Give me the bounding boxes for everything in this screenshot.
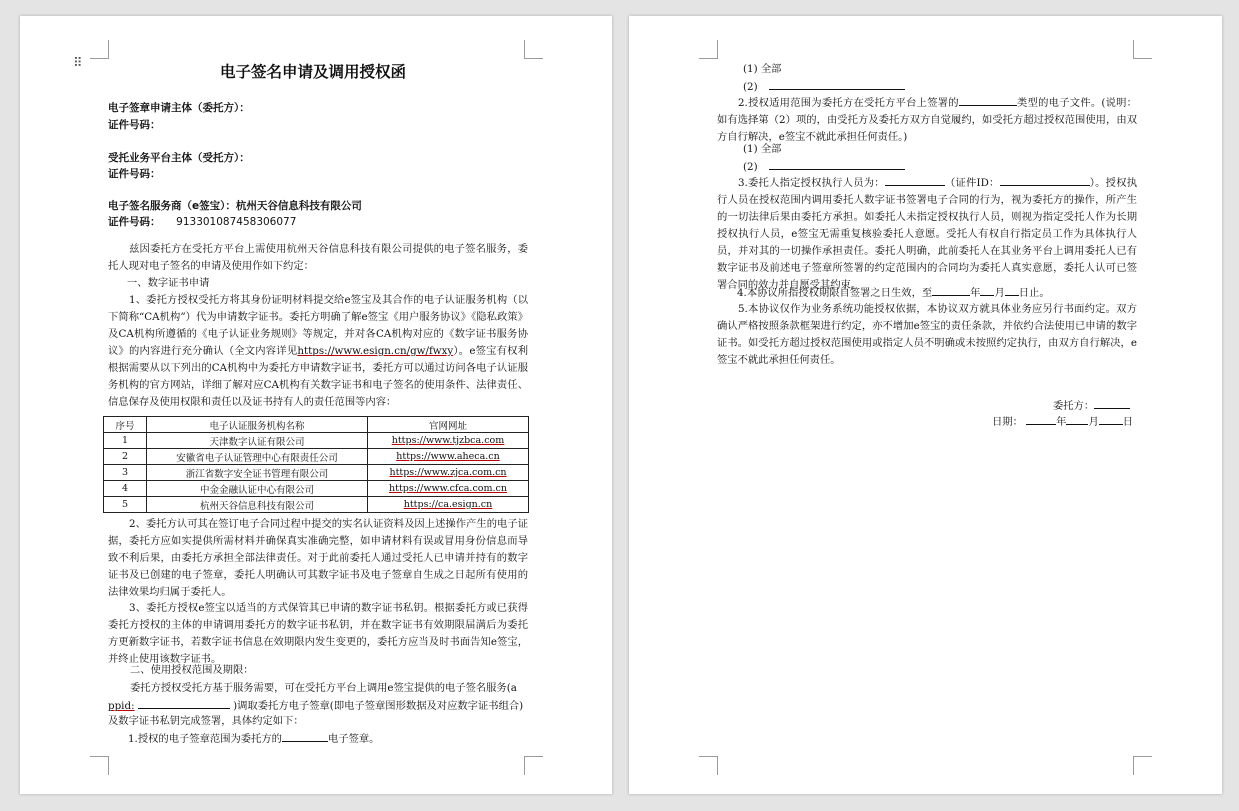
provider-line [108,198,362,213]
table-row [104,465,529,481]
appid-blank[interactable] [138,697,230,709]
col-header-name: 电子认证服务机构名称 [147,417,368,433]
margin-corner-mark [1133,756,1152,775]
col-header-url: 官网网址 [368,417,529,433]
platform-id-label: 证件号码： [108,168,161,180]
margin-corner-mark [90,756,109,775]
drag-handle-icon[interactable]: ⠿ [73,56,84,71]
paragraph-4-line-1: 委托方授权受托方基于服务需要，可在受托方平台上调用e签宝提供的电子签名服务(a [130,682,517,694]
custom-scope-blank-1[interactable] [769,78,905,90]
date-month-blank[interactable] [1066,413,1088,425]
table-row [104,497,529,513]
section-2-heading: 二、使用授权范围及期限： [130,664,254,676]
table-cell: 4 [104,481,147,497]
paragraph-2: 2、委托方认可其在签订电子合同过程中提交的实名认证资料及因上述操作产生的电子证据，委托方应如实提供所需材料并确保真实准确完整，如申请材料有误或冒用身份信息而导致不利后果，由委托方承担全部法律责任。对于此前委托人通过受托人已申请并持有的数字证书及已创建的电子签章，委托人明确认可其数字证书及电子签章自生成之日起所有使用的法律效果均归属于委托人。 [108,518,528,598]
paragraph-3: 3.委托人指定授权执行人员为： （证件ID： ）。授权执行人员在授权范围内调用委托人数字证书签署电子合同的行为，视为委托方的操作，所产生的一切法律后果由委托方承担。如委托人未指定授权执行人员，则视为指定受托人作为长期授权执行人员，e签宝无需重复核验委托人意愿。受托人有权自行指定员工作为具体执行人员，并对其的一切操作承担责任。委托人明确，此前委托人在其业务平台上调用委托人已有数字证书及前述电子签章所签署的约定范围内的合同均为委托人真实意愿，委托人认可已签署合同的效力并自愿受其约束。 [717,174,1137,294]
intro-paragraph: 兹因委托方在受托方平台上需使用杭州天谷信息科技有限公司提供的电子签名服务，委托人现对电子签名的申请及使用作如下约定： [108,243,528,272]
margin-corner-mark [524,40,543,59]
col-header-index: 序号 [104,417,147,433]
table-link[interactable]: https://ca.esign.cn [368,497,529,513]
signature-line: 委托方： [1053,397,1130,415]
date-day-blank[interactable] [1099,413,1123,425]
seal-scope-blank[interactable] [282,730,328,742]
table-cell: 安徽省电子认证管理中心有限责任公司 [147,449,368,465]
table-link[interactable]: https://www.aheca.cn [368,449,529,465]
table-cell: 杭州天谷信息科技有限公司 [147,497,368,513]
document-page-2 [629,16,1222,794]
provider-id-line [108,214,296,229]
delegator-label: 电子签章申请主体（委托方）： [108,102,250,114]
date-line: 日期： 年 月 日 [992,413,1133,431]
table-link[interactable]: https://www.cfca.com.cn [368,481,529,497]
table-cell: 5 [104,497,147,513]
platform-label: 受托业务平台主体（受托方）： [108,152,250,164]
section-1-heading: 一、数字证书申请 [127,277,210,289]
end-year-blank[interactable] [932,284,970,296]
paragraph-4-line-2: ppid: )调取委托方电子签章(即电子签章图形数据及对应数字证书组合) [108,697,523,715]
provider-label: 电子签名服务商（e签宝）： [108,200,236,212]
table-row [104,481,529,497]
margin-corner-mark [524,756,543,775]
provider-id: 913301087458306077 [176,216,297,228]
paragraph-5: 5.本协议仅作为业务系统功能授权依据，本协议双方就具体业务应另行书面约定。双方确认严格按照条款框架进行约定，亦不增加e签宝的责任条款，并依约合法使用已申请的数字证书。如受托方超过授权范围使用或指定人员不明确或未按照约定执行，由双方自行解决，e签宝不就此承担任何责任。 [717,303,1137,366]
table-cell: 天津数字认证有限公司 [147,433,368,449]
table-header-row [104,417,529,433]
signature-blank[interactable] [1094,397,1130,409]
ca-institution-table [103,416,529,513]
provider-id-label: 证件号码： [108,216,161,228]
date-year-blank[interactable] [1026,413,1056,425]
end-month-blank[interactable] [980,284,994,296]
executor-name-blank[interactable] [885,174,945,186]
option-all-1: (1) 全部 [743,63,782,75]
terms-link[interactable]: https://www.esign.cn/gw/fwxy [297,345,454,357]
table-cell: 1 [104,433,147,449]
paragraph-1: 1、委托方授权受托方将其身份证明材料提交给e签宝及其合作的电子认证服务机构（以下简称“CA机构”）代为申请数字证书。委托方明确了解e签宝《用户服务协议》《隐私政策》及CA机构所遵循的《电子认证业务规则》等规定，并对各CA机构对应的《数字证书服务协议》的内容进行充分确认（全文内容详见https://www.esign.cn/gw/fwxy）。e签宝有权利根据需要从以下列出的CA机构中为委托方申请数字证书，委托方可以通过访问各电子认证服务机构的官方网站，详细了解对应CA机构有关数字证书和电子签名的使用条件、法律责任、信息保存及使用权限和责任以及证书持有人的责任范围等内容： [108,294,529,408]
provider-name: 杭州天谷信息科技有限公司 [235,200,362,212]
option-all-2: (1) 全部 [743,143,782,155]
document-title: 电子签名申请及调用授权函 [220,63,407,81]
table-cell: 浙江省数字安全证书管理有限公司 [147,465,368,481]
end-day-blank[interactable] [1005,284,1019,296]
paragraph-2: 2.授权适用范围为委托方在受托方平台上签署的 类型的电子文件。(说明：如有选择第（2）项的，由受托方及委托方双方自觉履约，如受托方超过授权范围使用，由双方自行解决，e签宝不就此承担任何责任。) [717,94,1137,146]
margin-corner-mark [90,40,109,59]
table-cell: 中金金融认证中心有限公司 [147,481,368,497]
margin-corner-mark [1133,40,1152,59]
paragraph-4-line-3: 及数字证书私钥完成签署，具体约定如下： [108,715,304,727]
custom-scope-blank-2[interactable] [769,158,905,170]
table-row [104,433,529,449]
table-row [104,449,529,465]
margin-corner-mark [699,756,718,775]
file-type-blank[interactable] [959,94,1017,106]
table-link[interactable]: https://www.tjzbca.com [368,433,529,449]
document-page-1 [20,16,612,794]
paragraph-3: 3、委托方授权e签宝以适当的方式保管其已申请的数字证书私钥。根据委托方或已获得委托方授权的主体的申请调用委托方的数字证书私钥，并在数字证书有效期限届满后为委托方更新数字证书，若数字证书信息在效期限内发生变更的，委托方应当及时书面告知e签宝，并终止使用该数字证书。 [108,602,528,665]
table-link[interactable]: https://www.zjca.com.cn [368,465,529,481]
option-custom-1: (2) [743,78,905,96]
option-custom-2: (2) [743,158,905,176]
table-cell: 3 [104,465,147,481]
paragraph-5: 1.授权的电子签章范围为委托方的 电子签章。 [128,730,379,748]
margin-corner-mark [699,40,718,59]
delegator-id-label: 证件号码： [108,119,161,131]
table-cell: 2 [104,449,147,465]
paragraph-4: 4.本协议所指授权期限自签署之日生效，至 年 月 日止。 [737,284,1050,302]
executor-id-blank[interactable] [1000,174,1090,186]
